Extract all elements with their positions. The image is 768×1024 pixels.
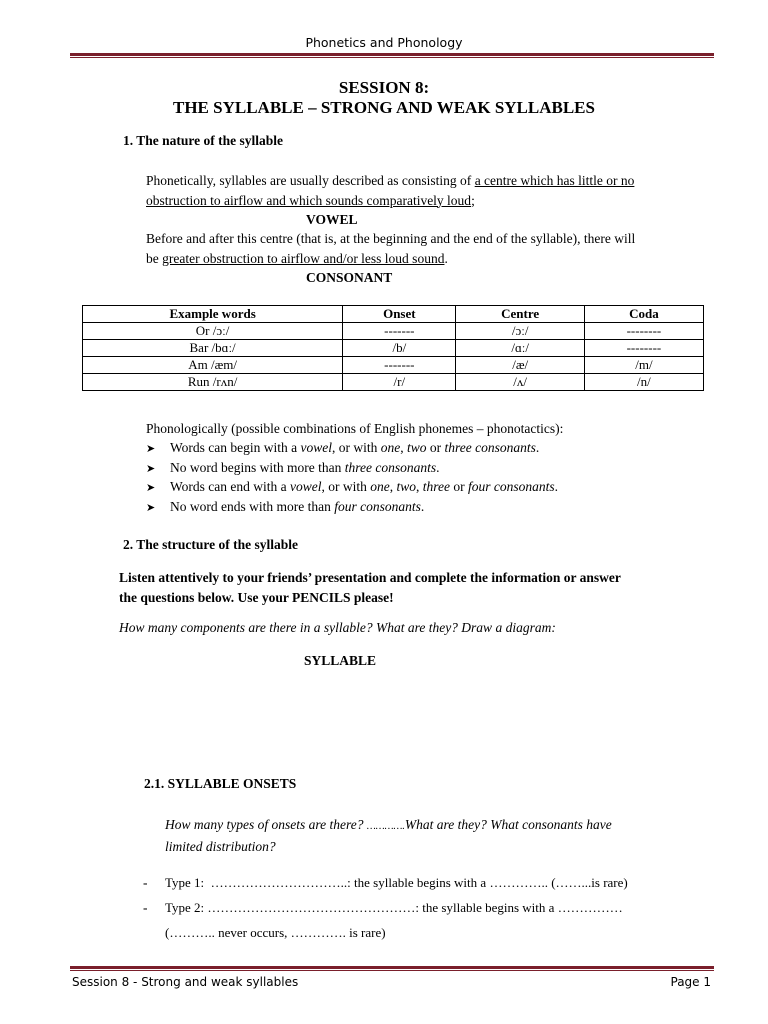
onset-type1: Type 1: …………………………..: the syllable begins with a ………….. (……...is rare) xyxy=(165,875,628,890)
arrowhead-bullet-icon: ➤ xyxy=(146,462,156,475)
table-cell: Bar /bɑː/ xyxy=(83,340,343,357)
list-item: ➤ No word begins with more than three consonants. xyxy=(146,458,439,479)
table-cell: /ʌ/ xyxy=(456,374,584,391)
table-cell: /m/ xyxy=(584,357,703,374)
table-header-cell: Centre xyxy=(456,306,584,323)
table-header-cell: Onset xyxy=(343,306,456,323)
header-rule xyxy=(70,53,714,56)
list-item: ➤ Words can end with a vowel, or with one, two, three or four consonants. xyxy=(146,477,558,498)
section21-heading: 2.1. SYLLABLE ONSETS xyxy=(144,776,297,791)
syllable-examples-table xyxy=(82,305,704,391)
section1-paragraph2: Before and after this centre (that is, at the beginning and the end of the syllable), there will be greater obstruction to airflow and/or less loud sound. xyxy=(146,231,636,266)
running-header: Phonetics and Phonology xyxy=(305,35,463,50)
table-cell: -------- xyxy=(584,323,703,340)
dash-marker: - xyxy=(143,900,148,915)
vowel-label: VOWEL xyxy=(306,212,358,227)
arrowhead-bullet-icon: ➤ xyxy=(146,442,156,455)
syllable-diagram-label: SYLLABLE xyxy=(304,653,377,668)
section2-heading: 2. The structure of the syllable xyxy=(123,537,298,552)
arrowhead-bullet-icon: ➤ xyxy=(146,481,156,494)
table-cell: /ɔː/ xyxy=(456,323,584,340)
footer-left: Session 8 - Strong and weak syllables xyxy=(72,975,299,989)
type1-blank-2[interactable]: ………….. (……...is rare) xyxy=(489,875,628,890)
page-number: Page 1 xyxy=(670,975,711,989)
instruction-text: Listen attentively to your friends’ presentation and complete the information or answer the questions below. Use your PENCILS please! xyxy=(119,570,621,605)
consonant-label: CONSONANT xyxy=(306,270,393,285)
type2-blank-2[interactable]: …………… xyxy=(557,900,623,915)
footer-rule-thin xyxy=(70,970,714,971)
footer-rule xyxy=(70,966,714,969)
table-cell: Am /æm/ xyxy=(83,357,343,374)
session-number: SESSION 8: xyxy=(338,78,430,97)
table-header-row xyxy=(83,306,704,323)
table-cell: Run /rʌn/ xyxy=(83,374,343,391)
table-cell: Or /ɔː/ xyxy=(83,323,343,340)
onset-type2: Type 2: …………………………………………: the syllable begins with a …………… xyxy=(165,900,623,915)
phonotactics-intro: Phonologically (possible combinations of English phonemes – phonotactics): xyxy=(146,421,564,436)
session-title: THE SYLLABLE – STRONG AND WEAK SYLLABLES xyxy=(173,98,595,117)
arrowhead-bullet-icon: ➤ xyxy=(146,501,156,514)
table-cell: ------- xyxy=(343,357,456,374)
dash-marker: - xyxy=(143,875,148,890)
table-cell: ------- xyxy=(343,323,456,340)
table-row xyxy=(83,374,704,391)
table-cell: /r/ xyxy=(343,374,456,391)
table-header-cell: Example words xyxy=(83,306,343,323)
list-item: ➤ No word ends with more than four consonants. xyxy=(146,497,424,518)
components-question: How many components are there in a syllable? What are they? Draw a diagram: xyxy=(119,620,556,635)
table-cell: /n/ xyxy=(584,374,703,391)
table-row xyxy=(83,340,704,357)
onset-type2-note[interactable]: (……….. never occurs, …………. is rare) xyxy=(165,925,386,940)
table-row xyxy=(83,323,704,340)
table-cell: /ɑː/ xyxy=(456,340,584,357)
onsets-question: How many types of onsets are there? ………….What are they? What consonants have limited distribution? xyxy=(165,817,612,854)
type2-blank[interactable]: ………………………………………… xyxy=(207,900,416,915)
table-cell: -------- xyxy=(584,340,703,357)
section1-heading: 1. The nature of the syllable xyxy=(123,133,284,148)
section1-paragraph1: Phonetically, syllables are usually described as consisting of a centre which has little or no obstruction to airflow and which sounds comparatively loud; xyxy=(146,173,635,208)
table-header-cell: Coda xyxy=(584,306,703,323)
table-cell: /æ/ xyxy=(456,357,584,374)
table-row xyxy=(83,357,704,374)
list-item: ➤ Words can begin with a vowel, or with one, two or three consonants. xyxy=(146,438,539,459)
type1-blank[interactable]: ………………………….. xyxy=(210,875,348,890)
header-rule-thin xyxy=(70,57,714,58)
table-cell: /b/ xyxy=(343,340,456,357)
